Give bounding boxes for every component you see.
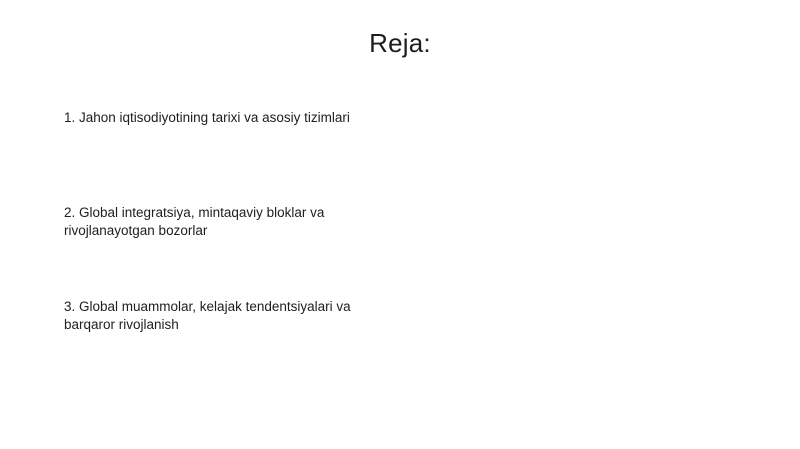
agenda-item-3: 3. Global muammolar, kelajak tendentsiyalari va barqaror rivojlanish [64,299,351,332]
agenda-item-1: 1. Jahon iqtisodiyotining tarixi va asosiy tizimlari [64,110,350,125]
agenda-item-2: 2. Global integratsiya, mintaqaviy bloklar va rivojlanayotgan bozorlar [64,205,325,238]
slide-title: Reja: [369,28,431,58]
